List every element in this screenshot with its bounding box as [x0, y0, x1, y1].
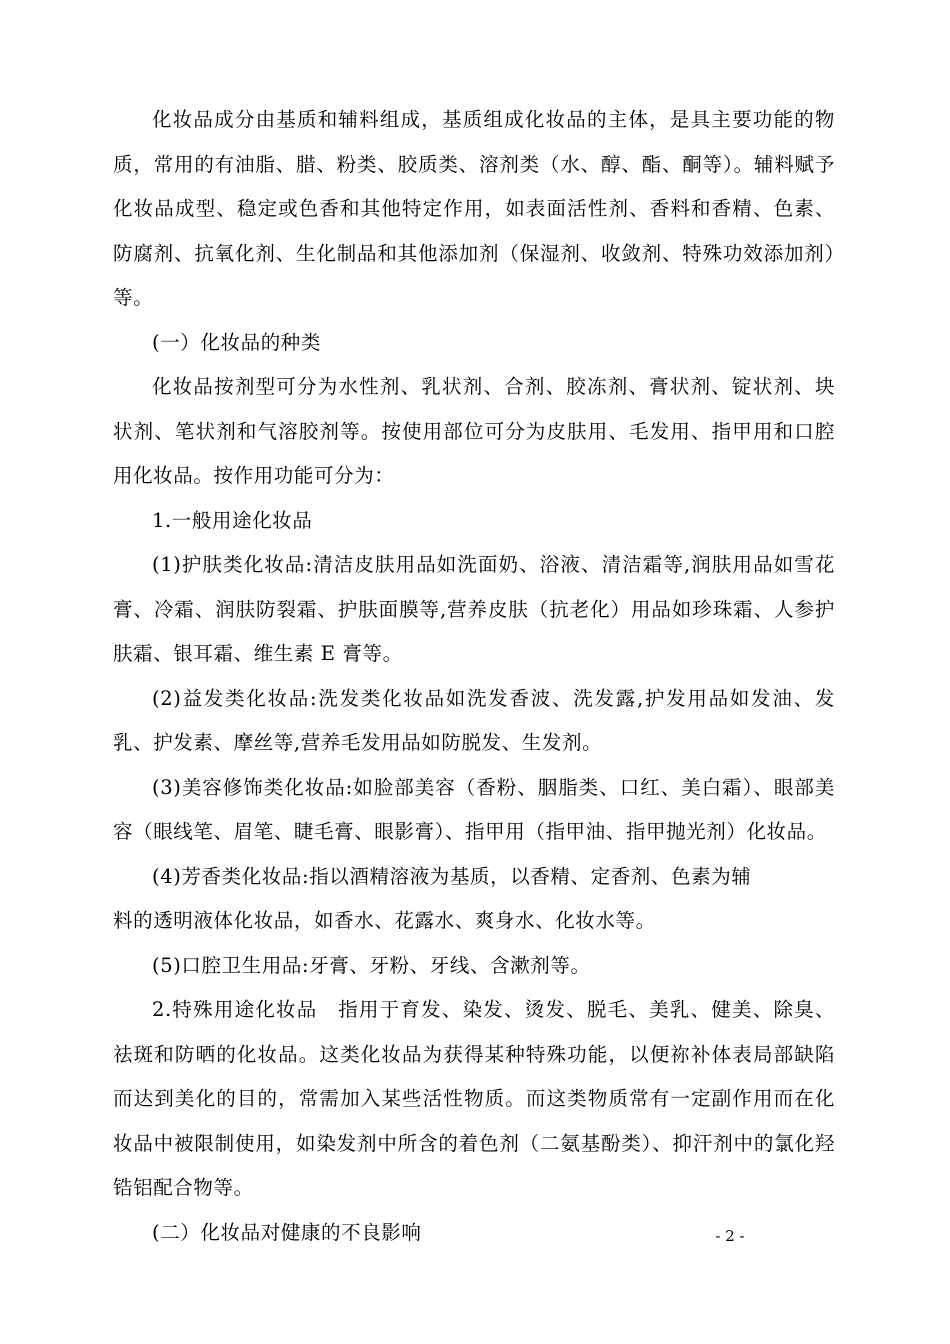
paragraph-hair-care: (2)益发类化妆品:洗发类化妆品如洗发香波、洗发露,护发用品如发油、发乳、护发素、摩丝等,营养毛发用品如防脱发、生发剂。	[113, 686, 835, 754]
document-body	[113, 98, 835, 1255]
paragraph-skin-care: (1)护肤类化妆品:清洁皮肤用品如洗面奶、浴液、清洁霜等,润肤用品如雪花膏、冷霜、润肤防裂霜、护肤面膜等,营养皮肤（抗老化）用品如珍珠霜、人参护肤霜、银耳霜、维生素 E 膏等。	[113, 553, 835, 665]
paragraph-special-use: 2.特殊用途化妆品 指用于育发、染发、烫发、脱毛、美乳、健美、除臭、祛斑和防晒的化妆品。这类化妆品为获得某种特殊功能，以便祢补体表局部缺陷而达到美化的目的，常需加入某些活性物质。而这类物质常有一定副作用而在化妆品中被限制使用，如染发剂中所含的着色剂（二氨基酚类）、抑汗剂中的氯化羟锆铝配合物等。	[113, 998, 835, 1199]
paragraph-oral-care: (5)口腔卫生用品:牙膏、牙粉、牙线、含漱剂等。	[152, 953, 591, 977]
heading-general-use: 1.一般用途化妆品	[152, 508, 313, 532]
heading-section-2: (二）化妆品对健康的不良影响	[152, 1220, 422, 1244]
page-number: - 2 -	[715, 1227, 745, 1245]
paragraph-fragrance-line1: (4)芳香类化妆品:指以酒精溶液为基质，以香精、定香剂、色素为辅	[152, 864, 752, 888]
heading-section-1: (一）化妆品的种类	[152, 330, 322, 354]
paragraph-fragrance-line2: 料的透明液体化妆品，如香水、花露水、爽身水、化妆水等。	[113, 909, 656, 932]
paragraph-types-intro: 化妆品按剂型可分为水性剂、乳状剂、合剂、胶冻剂、膏状剂、锭状剂、块状剂、笔状剂和气溶胶剂等。按使用部位可分为皮肤用、毛发用、指甲用和口腔用化妆品。按作用功能可分为：	[113, 375, 835, 487]
paragraph-composition: 化妆品成分由基质和辅料组成，基质组成化妆品的主体，是具主要功能的物质，常用的有油脂、腊、粉类、胶质类、溶剂类（水、醇、酯、酮等）。辅料赋予化妆品成型、稳定或色香和其他特定作用，如表面活性剂、香料和香精、色素、防腐剂、抗氧化剂、生化制品和其他添加剂（保湿剂、收敛剂、特殊功效添加剂）等。	[113, 108, 835, 309]
paragraph-makeup: (3)美容修饰类化妆品:如脸部美容（香粉、胭脂类、口红、美白霜）、眼部美容（眼线笔、眉笔、睫毛膏、眼影膏）、指甲用（指甲油、指甲抛光剂）化妆品。	[113, 775, 835, 843]
